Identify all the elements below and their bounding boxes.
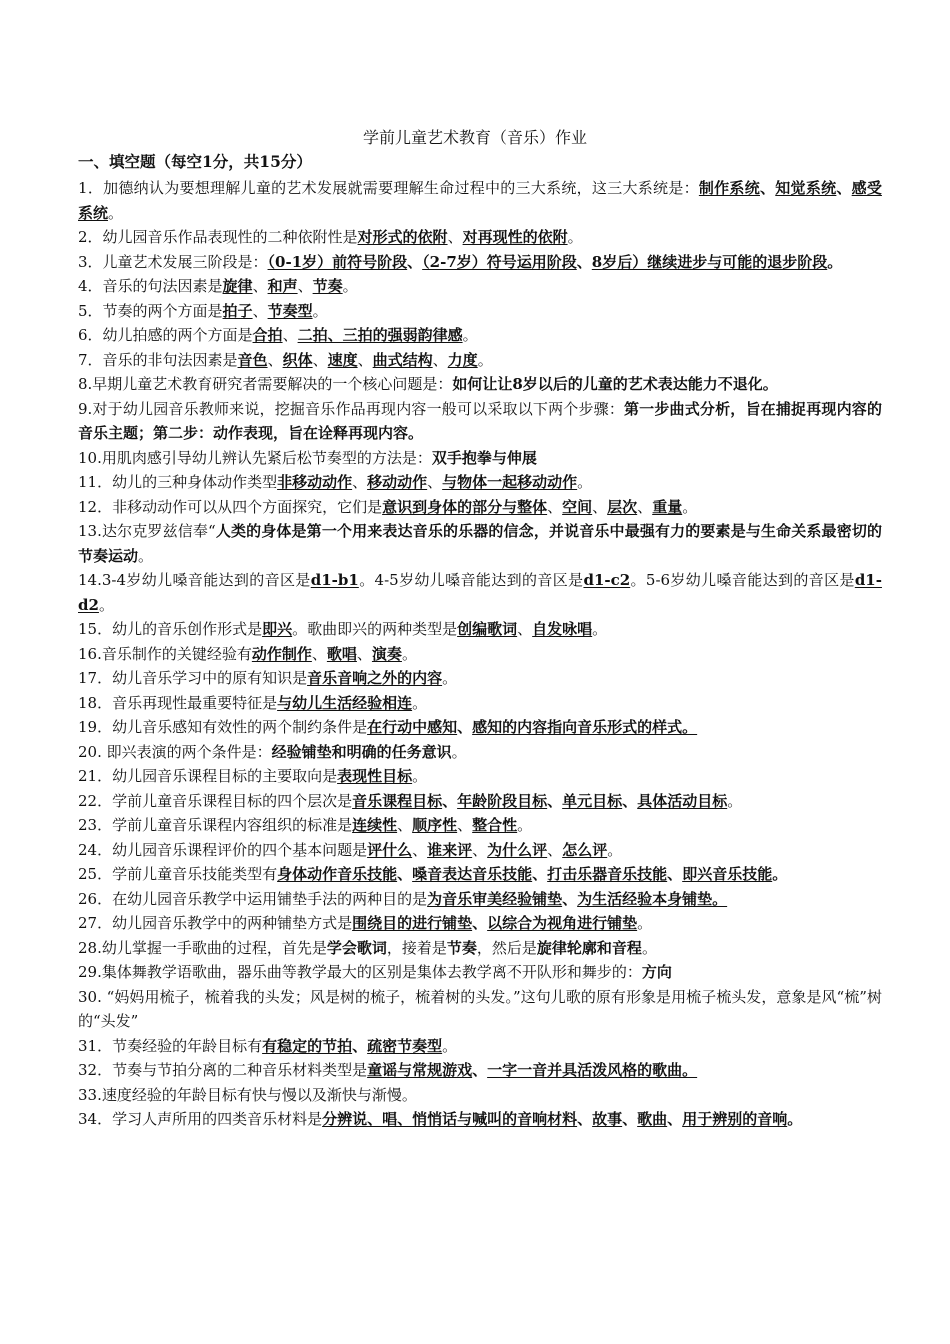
question-text: 。 [682,497,698,516]
answer-blank: 歌曲 [637,1110,668,1128]
question-text: 、 [547,840,563,859]
answer-blank: 织体 [282,350,313,369]
question-text: 、 [592,497,608,516]
answer-blank: 具体活动目标 [637,791,728,810]
question-text: 34．学习人声所用的四类音乐材料是 [78,1110,323,1128]
question-text: 。 [727,791,743,810]
answer-text: 、 [576,252,592,271]
answer-blank: d1-c2 [583,571,631,589]
question-item [78,789,882,814]
question-item [78,887,882,912]
question-text: 、 [397,816,413,834]
answer-blank: 音色 [237,350,268,369]
answer-text: 、 [667,865,683,883]
question-text: 11．幼儿的三种身体动作类型 [78,473,278,491]
question-text: ，接着是 [386,938,447,957]
question-text: 。 [607,840,623,859]
answer-blank: 单元目标 [562,791,623,810]
question-text: 、 [412,840,428,859]
question-text: 。 [567,228,583,246]
answer-blank: 与幼儿生活经验相连 [277,693,413,712]
question-item [78,519,882,568]
question-text: 。 [138,546,154,565]
answer-text: 、 [622,1110,638,1128]
question-text: 、 [447,228,463,246]
answer-text: 、 [457,718,473,736]
answer-blank: d1-d2 [78,571,882,614]
question-text: ，然后是 [476,938,537,957]
answer-text: 、 [407,252,423,271]
answer-blank: 感受系统 [78,179,882,222]
question-text: 。 [451,742,467,761]
question-text: 、 [432,350,448,369]
question-text: 12．非移动动作可以从四个方面探究，它们是 [78,497,383,516]
answer-text: 、 [472,1061,488,1079]
question-item [78,495,882,520]
question-text: 、 [356,644,372,663]
question-text: 、 [282,326,298,344]
question-text: 。 [108,203,124,222]
question-text: 。 [401,644,417,663]
question-item [78,372,882,397]
question-item [78,397,882,446]
answer-blank: 速度 [327,350,358,369]
question-text: 16.音乐制作的关键经验有 [78,644,252,663]
answer-blank: 顺序性 [412,816,458,834]
answer-text: 、 [836,179,852,197]
answer-blank: 音乐课程目标 [352,791,443,810]
answer-text: 如何让让8岁以后的儿童的艺术表达能力不退化。 [452,375,778,393]
question-item [78,1107,882,1132]
question-text: 、 [252,277,268,295]
answer-blank: 故事 [592,1110,623,1128]
answer-blank: 童谣与常规游戏 [367,1061,473,1079]
answer-blank: 移动动作 [367,473,428,491]
answer-text: 、 [667,1110,683,1128]
question-text: 、 [472,840,488,859]
answer-blank: 节奏 [312,277,343,295]
answer-text: 。 [827,252,843,271]
question-text: 8.早期儿童艺术教育研究者需要解决的一个核心问题是： [78,375,453,393]
answer-blank: 知觉系统 [775,179,837,197]
question-text: 。 [641,938,657,957]
question-item [78,715,882,740]
answer-text: 、 [577,1110,593,1128]
answer-text: 、 [397,865,413,883]
question-text: 28.幼儿掌握一手歌曲的过程，首先是 [78,938,327,957]
question-list [78,176,882,1132]
question-text: 。 [412,693,428,712]
answer-text: 、 [547,791,563,810]
question-text: 。 [517,816,533,834]
answer-blank: 为生活经验本身铺垫。 [577,889,728,908]
question-text: 29.集体舞教学语歌曲，器乐曲等教学最大的区别是集体去教学离不开队形和舞步的： [78,963,642,981]
section-heading: 一、填空题（每空1分，共15分） [78,152,312,171]
question-text: 19．幼儿音乐感知有效性的两个制约条件是 [78,718,368,736]
answer-blank: 与物体一起移动动作 [442,473,578,491]
question-item [78,838,882,863]
answer-text: 学会歌词 [326,938,387,957]
question-text: 20. 即兴表演的两个条件是： [78,742,272,761]
question-text: 。 [462,326,478,344]
answer-text: 、 [562,889,578,908]
answer-blank: 围绕目的进行铺垫 [352,914,473,932]
question-text: 。 [442,1036,458,1055]
question-text: 。 [637,914,653,932]
answer-blank: 为什么评 [487,840,548,859]
answer-text: 、 [442,791,458,810]
question-item [78,1034,882,1059]
question-text: 。 [342,277,358,295]
question-item [78,225,882,250]
question-text: 32．节奏与节拍分离的二种音乐材料类型是 [78,1061,368,1079]
answer-blank: 身体动作音乐技能 [277,865,398,883]
question-item [78,568,882,617]
question-text: 。 [312,301,328,320]
answer-text: 、 [759,179,776,197]
question-item [78,960,882,985]
answer-blank: 重量 [652,497,683,516]
answer-blank: 谁来评 [427,840,473,859]
question-item [78,348,882,373]
question-text: 5．节奏的两个方面是 [78,301,223,320]
question-item [78,250,882,275]
answer-blank: 评什么 [367,840,413,859]
question-text: 15．幼儿的音乐创作形式是 [78,620,263,638]
answer-text: 、 [352,1036,368,1055]
answer-blank: 动作制作 [251,644,312,663]
question-text: 18．音乐再现性最重要特征是 [78,693,278,712]
answer-text: 人类的身体是第一个用来表达音乐的乐器的信念，并说音乐中最强有力的要素是与生命关系最密切的节奏运动 [78,522,882,565]
question-text: 6．幼儿拍感的两个方面是 [78,326,253,344]
answer-blank: 制作系统 [698,179,760,197]
answer-text: 。 [772,865,788,883]
document-title: 学前儿童艺术教育（音乐）作业 [362,128,587,147]
question-text: 21．幼儿园音乐课程目标的主要取向是 [78,767,338,785]
answer-blank: 即兴音乐技能 [682,865,773,883]
answer-blank: 节奏型 [267,301,313,320]
answer-blank: 连续性 [352,816,398,834]
question-text: 17．幼儿音乐学习中的原有知识是 [78,669,308,687]
question-text: 1．加德纳认为要想理解儿童的艺术发展就需要理解生命过程中的三大系统，这三大系统是： [78,179,699,197]
answer-blank: 用于辨别的音响 [682,1110,788,1128]
question-text: 、 [517,620,533,638]
answer-text: 、 [622,791,638,810]
question-item [78,617,882,642]
answer-text: 第一步曲式分析，旨在捕捉再现内容的音乐主题；第二步：动作表现，旨在诠释再现内容。 [78,399,882,442]
answer-blank: 表现性目标 [337,767,413,785]
question-text: 25．学前儿童音乐技能类型有 [78,865,278,883]
question-text: 、 [352,473,368,491]
answer-blank: 在行动中感知 [367,718,458,736]
answer-blank: 创编歌词 [457,620,518,638]
question-text: 7．音乐的非句法因素是 [78,350,238,369]
question-text: 、 [357,350,373,369]
answer-blank: （0-1岁）前符号阶段 [267,252,408,271]
question-text: 。5-6岁幼儿嗓音能达到的音区是 [630,571,855,589]
question-item [78,740,882,765]
answer-blank: 非移动动作 [277,473,353,491]
answer-blank: 音乐音响之外的内容 [307,669,443,687]
answer-blank: 年龄阶段目标 [457,791,548,810]
question-item [78,691,882,716]
answer-blank: 对形式的依附 [357,228,448,246]
answer-blank: 二拍、三拍的强弱韵律感 [297,326,463,344]
answer-blank: 嗓音表达音乐技能 [412,865,533,883]
question-text: 。 [577,473,593,491]
answer-text: 。 [787,1110,803,1128]
question-item [78,936,882,961]
answer-blank: 即兴 [262,620,293,638]
question-item [78,862,882,887]
question-text: 、 [427,473,443,491]
answer-blank: 意识到身体的部分与整体 [382,497,548,516]
answer-blank: 自发咏唱 [532,620,593,638]
question-text: 23．学前儿童音乐课程内容组织的标准是 [78,816,353,834]
question-item [78,274,882,299]
answer-blank: 打击乐器音乐技能 [547,865,668,883]
question-item [78,470,882,495]
question-text: 10.用肌肉感引导幼儿辨认先紧后松节奏型的方法是： [78,448,432,467]
question-item [78,666,882,691]
question-text: 22．学前儿童音乐课程目标的四个层次是 [78,791,353,810]
answer-blank: 以综合为视角进行铺垫 [487,914,638,932]
question-text: 、 [267,350,283,369]
question-item [78,911,882,936]
answer-blank: 合拍 [252,326,283,344]
question-item [78,1083,882,1108]
answer-text: 经验铺垫和明确的任务意识 [271,742,452,761]
answer-blank: 歌唱 [326,644,357,663]
answer-blank: 8岁后）继续进步与可能的退步阶段 [591,252,828,271]
answer-blank: （2-7岁）符号运用阶段 [422,252,577,271]
question-item [78,446,882,471]
answer-blank: 力度 [447,350,478,369]
question-text: 4．音乐的句法因素是 [78,277,223,295]
answer-text: 、 [532,865,548,883]
answer-text: 双手抱拳与伸展 [431,448,537,467]
answer-blank: 分辨说、唱、悄悄话与喊叫的音响材料 [322,1110,578,1128]
question-text: 31．节奏经验的年龄目标有 [78,1036,263,1055]
question-text: 。歌曲即兴的两种类型是 [292,620,458,638]
answer-blank: 和声 [267,277,298,295]
answer-text: 旋律轮廓和音程 [536,938,642,957]
answer-blank: 一字一音并具活泼风格的歌曲。 [487,1061,698,1079]
question-item [78,1058,882,1083]
answer-blank: d1-b1 [310,571,359,589]
question-text: 、 [637,497,653,516]
question-text: 14.3-4岁幼儿嗓音能达到的音区是 [78,571,311,589]
question-text: 。 [592,620,608,638]
question-text: 、 [547,497,563,516]
answer-blank: 怎么评 [562,840,608,859]
question-text: 、 [252,301,268,320]
answer-blank: 对再现性的依附 [462,228,568,246]
answer-blank: 层次 [607,497,638,516]
question-text: 3．儿童艺术发展三阶段是： [78,252,268,271]
answer-blank: 演奏 [371,644,402,663]
question-text: 、 [312,350,328,369]
question-text: 13.达尔克罗兹信奉“ [78,522,216,540]
question-item [78,813,882,838]
question-text: 9.对于幼儿园音乐教师来说，挖掘音乐作品再现内容一般可以采取以下两个步骤： [78,399,624,418]
question-text: 27．幼儿园音乐教学中的两种铺垫方式是 [78,914,353,932]
question-item [78,323,882,348]
question-item [78,176,882,225]
question-text: 、 [457,816,473,834]
answer-blank: 空间 [562,497,593,516]
question-text: 24．幼儿园音乐课程评价的四个基本问题是 [78,840,368,859]
answer-blank: 整合性 [472,816,518,834]
answer-blank: 曲式结构 [372,350,433,369]
answer-blank: 感知的内容指向音乐形式的样式。 [472,718,698,736]
question-text: 33.速度经验的年龄目标有快与慢以及渐快与渐慢。 [78,1085,417,1104]
question-text: 。 [98,595,114,614]
question-item [78,299,882,324]
answer-text: 方向 [641,963,672,981]
question-text: 。4-5岁幼儿嗓音能达到的音区是 [358,571,584,589]
question-text: 26．在幼儿园音乐教学中运用铺垫手法的两种目的是 [78,889,428,908]
question-item [78,764,882,789]
answer-blank: 有稳定的节拍 [262,1036,353,1055]
question-text: 、 [297,277,313,295]
question-text: 、 [311,644,327,663]
answer-blank: 为音乐审美经验铺垫 [427,889,563,908]
answer-blank: 旋律 [222,277,253,295]
question-text: 2．幼儿园音乐作品表现性的二种依附性是 [78,228,358,246]
answer-text: 节奏 [446,938,477,957]
answer-text: 、 [472,914,488,932]
question-text: 。 [477,350,493,369]
question-text: 。 [442,669,458,687]
answer-blank: 拍子 [222,301,253,320]
answer-blank: 疏密节奏型 [367,1036,443,1055]
question-text: 。 [412,767,428,785]
question-text: 30. “妈妈用梳子，梳着我的头发；风是树的梳子，梳着树的头发。”这句儿歌的原有形象是用梳子梳头发，意象是风“梳”树的“头发” [78,987,882,1030]
question-item [78,985,882,1034]
question-item [78,642,882,667]
